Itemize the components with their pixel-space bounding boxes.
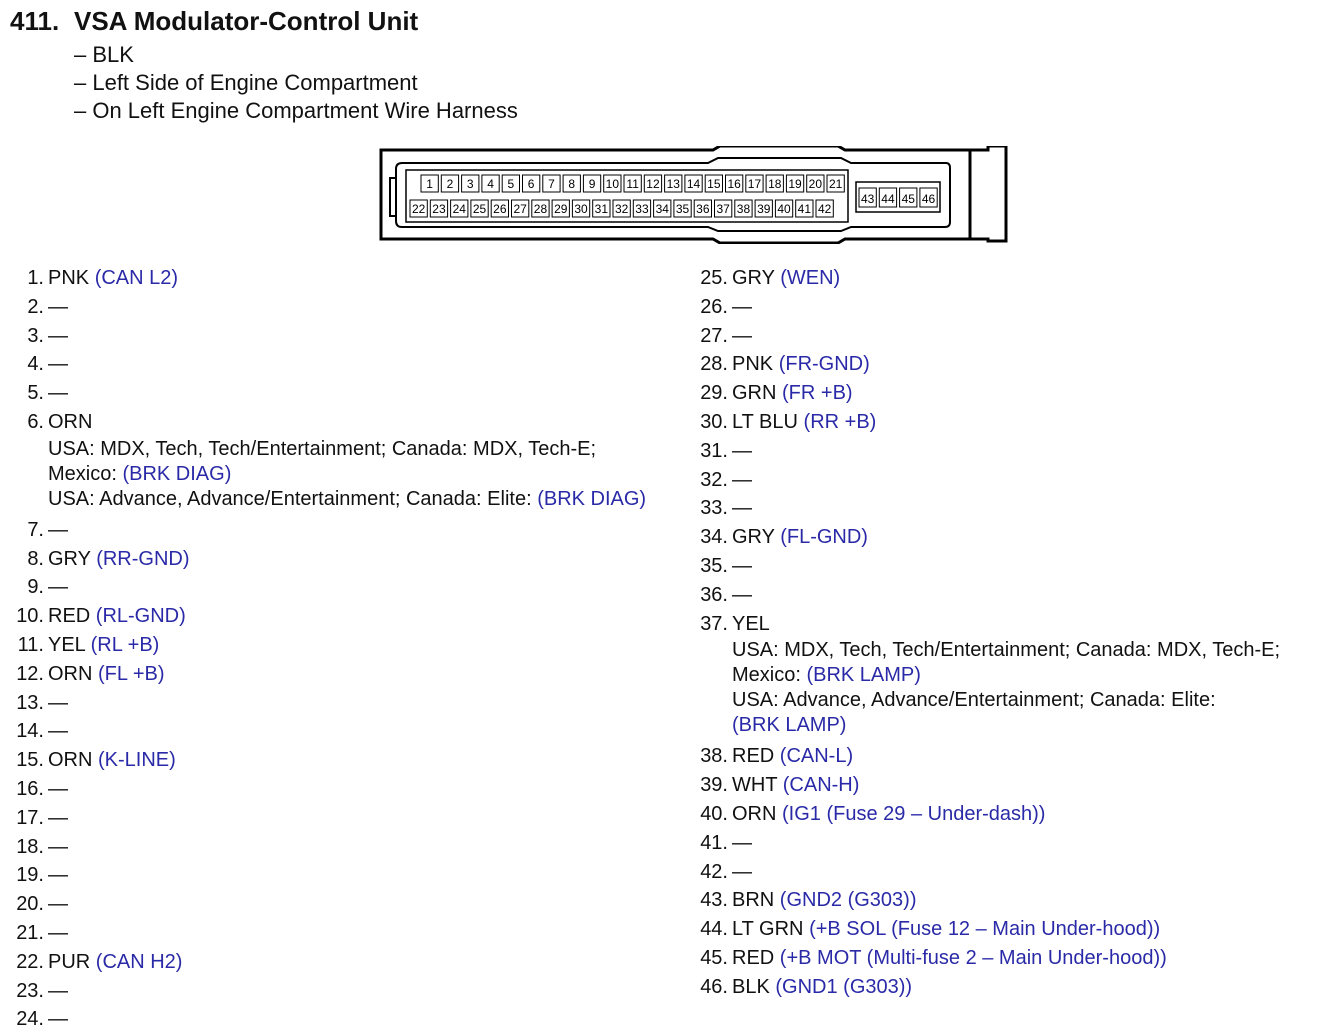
wire-color: — <box>732 583 752 606</box>
wire-color: LT BLU <box>732 410 798 433</box>
page-title <box>10 6 418 37</box>
pin-number-label: 36. <box>700 583 728 606</box>
wire-color: PNK <box>732 353 774 376</box>
pin-number: 23 <box>432 202 446 216</box>
wire-color: — <box>48 806 68 829</box>
pin-number-label: 14. <box>16 720 44 743</box>
pin-number-label: 18. <box>16 835 44 858</box>
wire-color: ORN <box>732 802 777 825</box>
pin-number: 34 <box>655 202 669 216</box>
pin-number: 22 <box>411 202 426 216</box>
pin-number-label: 40. <box>700 802 728 825</box>
pin-number: 44 <box>881 192 895 206</box>
pin-entry <box>0 573 646 602</box>
pin-number-label: 26. <box>700 295 728 318</box>
pin-entry <box>0 977 646 1006</box>
pin-entry <box>684 379 1280 408</box>
pin-number-label: 29. <box>700 382 728 405</box>
pin-entry <box>0 919 646 948</box>
pin-number-label: 1. <box>27 267 44 289</box>
pin-entry <box>0 717 646 746</box>
pin-entry <box>0 516 646 545</box>
pin-number: 16 <box>727 177 741 191</box>
wire-color: YEL <box>48 633 86 656</box>
pin-number-label: 12. <box>16 662 44 685</box>
pin-number: 1 <box>426 177 433 191</box>
circuit-function: (FL +B) <box>98 662 165 685</box>
pin-entry <box>0 833 646 862</box>
pin-number-label: 2. <box>27 295 44 318</box>
circuit-function: (RL +B) <box>90 633 160 656</box>
pin-entry <box>684 293 1280 322</box>
pin-entry <box>684 944 1280 973</box>
pin-number: 24 <box>452 202 466 216</box>
subtitle-line-2: – Left Side of Engine Compartment <box>74 70 418 95</box>
title-text: VSA Modulator-Control Unit <box>74 6 419 36</box>
pin-number-label: 43. <box>700 889 728 912</box>
wire-color: — <box>48 382 68 405</box>
pin-entry <box>684 858 1280 887</box>
pin-entry <box>684 523 1280 552</box>
wire-color: GRY <box>732 526 775 549</box>
pin-number: 30 <box>574 202 588 216</box>
wire-color: — <box>48 324 68 347</box>
circuit-function: (BRK DIAG) <box>122 462 232 485</box>
pin-number-label: 13. <box>16 691 44 714</box>
wire-color: — <box>732 295 752 318</box>
pin-number: 38 <box>736 202 751 216</box>
pin-number-label: 24. <box>16 1008 44 1031</box>
pin-entry <box>0 350 646 379</box>
pin-number-label: 37. <box>700 612 728 635</box>
pin-number: 28 <box>533 202 548 216</box>
pin-note <box>732 688 1280 713</box>
note-text: Mexico: <box>732 664 807 687</box>
circuit-function: (WEN) <box>780 267 841 289</box>
pin-row-right <box>859 188 937 207</box>
wire-color: — <box>48 691 68 714</box>
pin-entry <box>0 545 646 574</box>
pin-number-label: 42. <box>700 860 728 883</box>
circuit-function: (FR-GND) <box>778 353 870 376</box>
pin-row-bottom <box>410 200 833 217</box>
pin-number-label: 23. <box>16 979 44 1002</box>
pin-entry <box>684 466 1280 495</box>
pin-entry <box>0 379 646 408</box>
pin-note <box>48 437 646 462</box>
connector-latch <box>970 146 1006 241</box>
circuit-function: (IG1 (Fuse 29 – Under-dash)) <box>782 802 1046 825</box>
pin-entry <box>0 660 646 689</box>
pin-number: 29 <box>554 202 568 216</box>
wire-color: — <box>732 554 752 577</box>
pin-list-left <box>0 264 646 1034</box>
wire-color: YEL <box>732 612 770 635</box>
pin-number-label: 7. <box>27 518 44 541</box>
wire-color: BRN <box>732 889 775 912</box>
subtitle-line-1: – BLK <box>74 42 134 67</box>
pin-note <box>732 638 1280 663</box>
pin-row-top <box>421 175 844 192</box>
circuit-function: (FL-GND) <box>780 526 868 549</box>
pin-note <box>48 487 646 512</box>
pin-entry <box>0 890 646 919</box>
circuit-function: (CAN H2) <box>95 950 183 973</box>
wire-color: — <box>48 921 68 944</box>
pin-number-label: 32. <box>700 468 728 491</box>
wire-color: WHT <box>732 774 778 797</box>
pin-entry <box>0 689 646 718</box>
pin-entry <box>684 829 1280 858</box>
wire-color: RED <box>48 605 91 628</box>
pin-entry <box>684 322 1280 351</box>
pin-number: 43 <box>860 192 875 206</box>
wire-color: ORN <box>48 662 93 685</box>
wire-color: GRN <box>732 382 777 405</box>
pin-number-label: 6. <box>27 410 44 433</box>
circuit-function: (K-LINE) <box>98 749 176 772</box>
pin-number-label: 8. <box>27 547 44 570</box>
wire-color: — <box>732 468 752 491</box>
pin-entry <box>684 800 1280 829</box>
circuit-function: (GND1 (G303)) <box>775 975 913 998</box>
wire-color: RED <box>732 946 775 969</box>
pin-number: 10 <box>605 177 620 191</box>
pin-number-label: 46. <box>700 975 728 998</box>
pin-number: 39 <box>757 202 771 216</box>
pin-number: 36 <box>696 202 710 216</box>
circuit-function: (RL-GND) <box>95 605 186 628</box>
circuit-function: (RR +B) <box>803 410 877 433</box>
pin-entry <box>0 293 646 322</box>
wire-color: — <box>732 324 752 347</box>
wire-color: PNK <box>48 267 90 289</box>
pin-entry <box>684 610 1280 739</box>
pin-number: 19 <box>788 177 802 191</box>
pin-number: 8 <box>568 177 576 191</box>
pin-number-label: 17. <box>16 806 44 829</box>
wire-color: — <box>732 439 752 462</box>
pin-entry <box>684 581 1280 610</box>
pin-note <box>732 713 1280 738</box>
pin-number-label: 4. <box>27 353 44 376</box>
pin-number-label: 27. <box>700 324 728 347</box>
pin-number: 13 <box>666 177 680 191</box>
pin-number: 7 <box>548 177 555 191</box>
wire-color: — <box>732 497 752 520</box>
circuit-function: (CAN L2) <box>94 267 179 289</box>
wire-color: — <box>48 295 68 318</box>
circuit-function: (RR-GND) <box>96 547 190 570</box>
pin-number-label: 22. <box>16 950 44 973</box>
pin-number-label: 19. <box>16 864 44 887</box>
pin-entry <box>0 948 646 977</box>
pin-note <box>48 462 646 487</box>
circuit-function: (+B SOL (Fuse 12 – Main Under-hood)) <box>809 918 1161 941</box>
pin-number-label: 5. <box>27 382 44 405</box>
wire-color: — <box>732 831 752 854</box>
pin-number-label: 10. <box>16 605 44 628</box>
wire-color: ORN <box>48 410 93 433</box>
wire-color: — <box>48 576 68 599</box>
pin-number-label: 31. <box>700 439 728 462</box>
pin-number: 12 <box>646 177 660 191</box>
wire-color: LT GRN <box>732 918 804 941</box>
pin-number: 14 <box>686 177 701 191</box>
pin-entry <box>684 973 1280 1002</box>
pin-entry <box>0 804 646 833</box>
pin-number: 45 <box>901 192 915 206</box>
pin-entry <box>684 437 1280 466</box>
pin-number: 33 <box>635 202 649 216</box>
pin-number: 35 <box>675 202 690 216</box>
note-text: Mexico: <box>48 462 123 485</box>
title-number: 411. <box>10 6 60 36</box>
pin-entry <box>684 771 1280 800</box>
pin-number: 17 <box>747 177 762 191</box>
pin-number-label: 45. <box>700 946 728 969</box>
pin-note <box>732 663 1280 688</box>
wire-color: RED <box>732 745 775 768</box>
pin-number: 32 <box>614 202 629 216</box>
pin-number: 6 <box>527 177 535 191</box>
pin-entry <box>684 552 1280 581</box>
subtitle-line-3: – On Left Engine Compartment Wire Harness <box>74 98 518 123</box>
pin-number-label: 28. <box>700 353 728 376</box>
pin-entry <box>684 408 1280 437</box>
pin-entry <box>0 746 646 775</box>
pin-number: 42 <box>817 202 832 216</box>
pin-entry <box>0 264 646 293</box>
circuit-function: (CAN-L) <box>779 745 854 768</box>
pin-number-label: 34. <box>700 526 728 549</box>
circuit-function: (BRK DIAG) <box>537 487 647 510</box>
pin-number: 40 <box>777 202 791 216</box>
pin-number: 5 <box>507 177 515 191</box>
pin-number: 9 <box>588 177 596 191</box>
pin-number: 27 <box>513 202 527 216</box>
wire-color: — <box>48 835 68 858</box>
circuit-function: (GND2 (G303)) <box>779 889 917 912</box>
pin-number-label: 9. <box>27 576 44 599</box>
pin-entry <box>0 861 646 890</box>
pin-number-label: 35. <box>700 554 728 577</box>
pin-entry <box>684 886 1280 915</box>
pin-number-label: 20. <box>16 893 44 916</box>
connector-diagram <box>378 146 1010 244</box>
pin-number: 31 <box>594 202 609 216</box>
note-text: USA: MDX, Tech, Tech/Entertainment; Canada: MDX, Tech-E; <box>48 437 597 460</box>
circuit-function: (BRK LAMP) <box>732 714 847 737</box>
wire-color: BLK <box>732 975 770 998</box>
pin-number-label: 21. <box>16 921 44 944</box>
pin-entry <box>684 350 1280 379</box>
wire-color: — <box>48 1008 68 1031</box>
pin-number: 21 <box>828 177 843 191</box>
pin-number: 15 <box>707 177 721 191</box>
pin-number: 4 <box>487 177 494 191</box>
pin-number-label: 30. <box>700 410 728 433</box>
wire-color: — <box>48 864 68 887</box>
pin-entry <box>0 775 646 804</box>
wire-color: — <box>48 893 68 916</box>
circuit-function: (+B MOT (Multi-fuse 2 – Main Under-hood)) <box>779 946 1167 969</box>
pin-entry <box>0 602 646 631</box>
wire-color: GRY <box>732 267 775 289</box>
pin-number-label: 15. <box>16 749 44 772</box>
pin-number-label: 3. <box>27 324 44 347</box>
pin-number-label: 39. <box>700 774 728 797</box>
wire-color: — <box>48 979 68 1002</box>
pin-number: 25 <box>472 202 487 216</box>
pin-number-label: 11. <box>17 633 44 656</box>
pin-number: 41 <box>797 202 812 216</box>
pin-number: 18 <box>768 177 782 191</box>
wire-color: PUR <box>48 950 91 973</box>
note-text: USA: MDX, Tech, Tech/Entertainment; Canada: MDX, Tech-E; <box>732 639 1281 662</box>
pin-entry <box>684 742 1280 771</box>
pin-entry <box>684 915 1280 944</box>
pin-entry <box>0 631 646 660</box>
note-text: USA: Advance, Advance/Entertainment; Canada: Elite: <box>732 689 1216 712</box>
wire-color: — <box>48 353 68 376</box>
circuit-function: (BRK LAMP) <box>806 664 921 687</box>
circuit-function: (FR +B) <box>782 382 853 405</box>
wire-color: ORN <box>48 749 93 772</box>
pin-number-label: 41. <box>700 831 728 854</box>
pin-number: 11 <box>626 177 639 191</box>
pin-number: 46 <box>921 192 936 206</box>
pin-number: 26 <box>493 202 507 216</box>
pin-number-label: 33. <box>700 497 728 520</box>
wire-color: — <box>48 720 68 743</box>
pin-entry <box>684 494 1280 523</box>
pin-number: 20 <box>808 177 823 191</box>
pin-number: 3 <box>466 177 474 191</box>
pin-entry <box>684 264 1280 293</box>
pin-entry <box>0 408 646 512</box>
wire-color: — <box>48 518 68 541</box>
circuit-function: (CAN-H) <box>782 774 860 797</box>
pin-number: 37 <box>716 202 730 216</box>
pin-number-label: 16. <box>16 777 44 800</box>
pin-entry <box>0 322 646 351</box>
wire-color: — <box>48 777 68 800</box>
wire-color: — <box>732 860 752 883</box>
wire-color: GRY <box>48 547 91 570</box>
pin-number-label: 38. <box>700 745 728 768</box>
note-text: USA: Advance, Advance/Entertainment; Canada: Elite: <box>48 487 538 510</box>
pin-list-right <box>684 264 1280 1002</box>
pin-number-label: 25. <box>700 267 728 289</box>
pin-number-label: 44. <box>700 918 728 941</box>
pin-number: 2 <box>446 177 454 191</box>
